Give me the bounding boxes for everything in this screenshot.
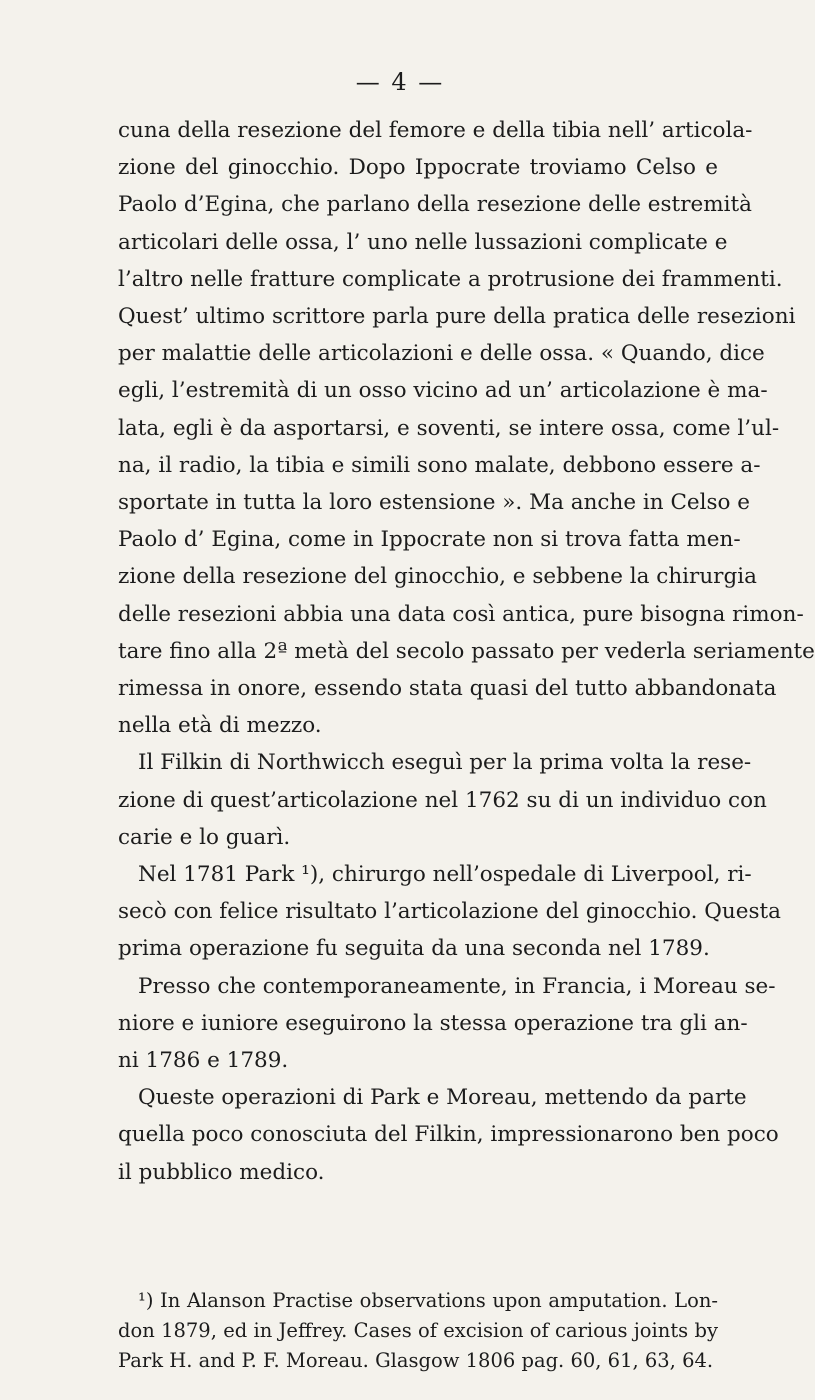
text-line: tare fino alla 2ª metà del secolo passato per vederla seriamente	[118, 638, 815, 664]
text-line: Paolo d’ Egina, come in Ippocrate non si trova fatta men-	[118, 527, 741, 553]
text-line: sportate in tutta la loro estensione ». Ma anche in Celso e	[118, 490, 751, 516]
text-line: l’altro nelle fratture complicate a protrusione dei frammenti.	[118, 266, 783, 292]
page-number: — 4 —	[355, 68, 445, 96]
text-line: Nel 1781 Park ¹), chirurgo nell’ospedale di Liverpool, ri-	[138, 862, 752, 888]
text-line: per malattie delle articolazioni e delle ossa. « Quando, dice	[118, 341, 765, 367]
text-line: lata, egli è da asportarsi, e soventi, se intere ossa, come l’ul-	[118, 415, 780, 441]
text-line: zione di quest’articolazione nel 1762 su di un individuo con	[118, 787, 767, 813]
text-line: niore e iuniore eseguirono la stessa operazione tra gli an-	[118, 1010, 748, 1036]
text-line: cuna della resezione del femore e della tibia nell’ articola-	[118, 118, 753, 143]
text-line: il pubblico medico.	[118, 1159, 325, 1185]
footnotes	[118, 1286, 718, 1376]
text-line: zione della resezione del ginocchio, e sebbene la chirurgia	[118, 564, 757, 590]
text-line: prima operazione fu seguita da una seconda nel 1789.	[118, 936, 710, 962]
text-line: na, il radio, la tibia e simili sono malate, debbono essere a-	[118, 452, 761, 478]
footnote-line: Park H. and P. F. Moreau. Glasgow 1806 pag. 60, 61, 63, 64.	[118, 1349, 714, 1372]
text-line: rimessa in onore, essendo stata quasi del tutto abbandonata	[118, 676, 777, 702]
text-line: nella età di mezzo.	[118, 713, 322, 739]
text-line: Paolo d’Egina, che parlano della resezione delle estremità	[118, 192, 752, 218]
text-line: egli, l’estremità di un osso vicino ad un’ articolazione è ma-	[118, 378, 768, 404]
text-line: Queste operazioni di Park e Moreau, mettendo da parte	[138, 1085, 747, 1111]
text-line: ni 1786 e 1789.	[118, 1048, 289, 1074]
text-line: carie e lo guarì.	[118, 824, 291, 850]
body-text	[118, 112, 815, 1191]
text-line: Presso che contemporaneamente, in Francia, i Moreau se-	[138, 973, 776, 999]
footnote-line: ¹) In Alanson Practise observations upon amputation. Lon-	[138, 1289, 718, 1312]
text-line: quella poco conosciuta del Filkin, impressionarono ben poco	[118, 1122, 779, 1148]
text-line: Quest’ ultimo scrittore parla pure della pratica delle resezioni	[118, 304, 796, 330]
text-line: Il Filkin di Northwicch eseguì per la prima volta la rese-	[138, 750, 752, 776]
text-line: secò con felice risultato l’articolazione del ginocchio. Questa	[118, 899, 781, 925]
text-line: zione del ginocchio. Dopo Ippocrate troviamo Celso e	[118, 155, 718, 181]
footnote-line: don 1879, ed in Jeffrey. Cases of excision of carious joints by	[118, 1319, 718, 1342]
text-line: articolari delle ossa, l’ uno nelle lussazioni complicate e	[118, 229, 728, 255]
text-line: delle resezioni abbia una data così antica, pure bisogna rimon-	[118, 601, 804, 627]
